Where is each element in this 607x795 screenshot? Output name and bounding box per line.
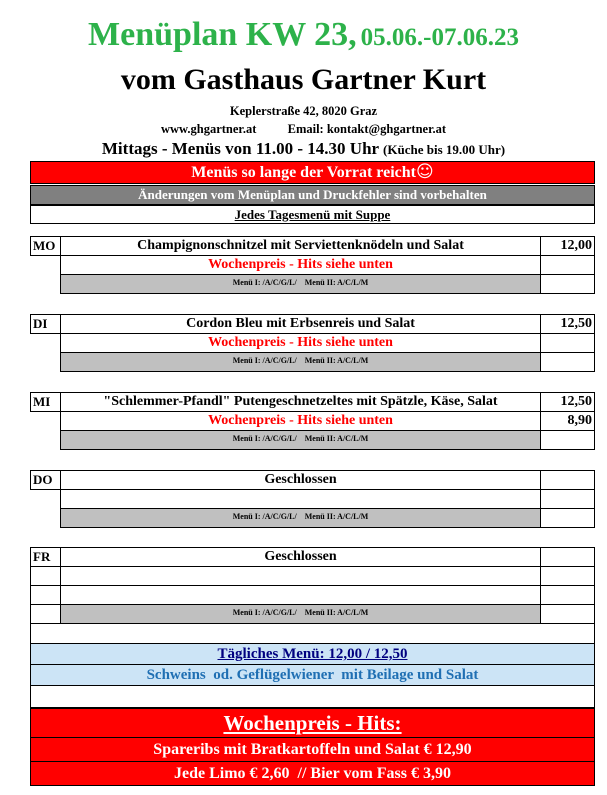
week-hit-item-1: Spareribs mit Bratkartoffeln und Salat € 12,90	[30, 737, 595, 762]
week-hits-heading: Wochenpreis - Hits:	[223, 711, 402, 735]
day-label: MI	[30, 392, 61, 412]
dish-price	[540, 470, 595, 490]
day-label: FR	[30, 547, 61, 567]
title-dates: 05.06.-07.06.23	[360, 24, 519, 51]
soup-text: Jedes Tagesmenü mit Suppe	[234, 207, 391, 222]
dish-price-2	[540, 489, 595, 509]
kitchen-hours: (Küche bis 19.00 Uhr)	[383, 142, 506, 157]
day-label: DO	[30, 470, 61, 490]
disclaimer-banner: Änderungen vom Menüplan und Druckfehler sind vorbehalten	[30, 185, 595, 205]
week-note	[60, 566, 541, 586]
dish-price-2	[540, 255, 595, 275]
dish-name: Cordon Bleu mit Erbsenreis und Salat	[60, 314, 541, 334]
week-hits-heading-row	[30, 708, 595, 738]
week-note	[60, 489, 541, 509]
daily-menu-row	[30, 643, 595, 665]
spacer-row	[30, 623, 595, 644]
soup-banner	[30, 205, 595, 224]
restaurant-name: vom Gasthaus Gartner Kurt	[120, 63, 487, 96]
contact-line	[0, 122, 607, 137]
dish-name: "Schlemmer-Pfandl" Putengeschnetzeltes mit Spätzle, Käse, Salat	[60, 392, 541, 412]
dish-price-2	[540, 566, 595, 586]
price-empty	[540, 508, 595, 528]
dish-price: 12,50	[540, 392, 595, 412]
smiley-icon: ☺	[416, 162, 434, 182]
price-empty	[540, 604, 595, 624]
daily-schnitzel-row: Schweins od. Geflügelwiener mit Beilage und Salat	[30, 664, 595, 686]
week-hit-item-2: Jede Limo € 2,60 // Bier vom Fass € 3,90	[30, 761, 595, 786]
spacer-row	[30, 685, 595, 708]
week-note: Wochenpreis - Hits siehe unten	[60, 255, 541, 275]
empty-cell	[60, 585, 541, 605]
supply-text: Menüs so lange der Vorrat reicht	[191, 164, 416, 181]
day-label: MO	[30, 236, 61, 256]
dish-price: 12,00	[540, 236, 595, 256]
dish-name: Geschlossen	[60, 547, 541, 567]
allergen-info: Menü I: /A/C/G/L/ Menü II: A/C/L/M	[60, 508, 541, 528]
dish-price: 12,50	[540, 314, 595, 334]
week-note: Wochenpreis - Hits siehe unten	[60, 411, 541, 431]
empty-cell	[30, 604, 61, 624]
week-note: Wochenpreis - Hits siehe unten	[60, 333, 541, 353]
allergen-info: Menü I: /A/C/G/L/ Menü II: A/C/L/M	[60, 604, 541, 624]
price-empty	[540, 430, 595, 450]
day-label: DI	[30, 314, 61, 334]
page-title	[0, 16, 607, 54]
dish-price	[540, 547, 595, 567]
website-link[interactable]: www.ghgartner.at	[160, 122, 257, 136]
empty-cell	[540, 585, 595, 605]
allergen-info: Menü I: /A/C/G/L/ Menü II: A/C/L/M	[60, 352, 541, 372]
dish-price-2	[540, 333, 595, 353]
empty-cell	[30, 566, 61, 586]
dish-name: Champignonschnitzel mit Serviettenknödeln und Salat	[60, 236, 541, 256]
supply-banner	[30, 161, 595, 184]
opening-hours	[0, 139, 607, 159]
price-empty	[540, 274, 595, 294]
empty-cell	[30, 585, 61, 605]
allergen-info: Menü I: /A/C/G/L/ Menü II: A/C/L/M	[60, 274, 541, 294]
title-main: Menüplan KW 23,	[88, 16, 357, 53]
allergen-info: Menü I: /A/C/G/L/ Menü II: A/C/L/M	[60, 430, 541, 450]
dish-name: Geschlossen	[60, 470, 541, 490]
price-empty	[540, 352, 595, 372]
email-text[interactable]: Email: kontakt@ghgartner.at	[287, 122, 447, 136]
daily-menu-text: Tägliches Menü: 12,00 / 12,50	[217, 646, 408, 662]
hours-text: Mittags - Menüs von 11.00 - 14.30 Uhr	[101, 139, 379, 158]
address: Keplerstraße 42, 8020 Graz	[229, 104, 378, 118]
dish-price-2: 8,90	[540, 411, 595, 431]
